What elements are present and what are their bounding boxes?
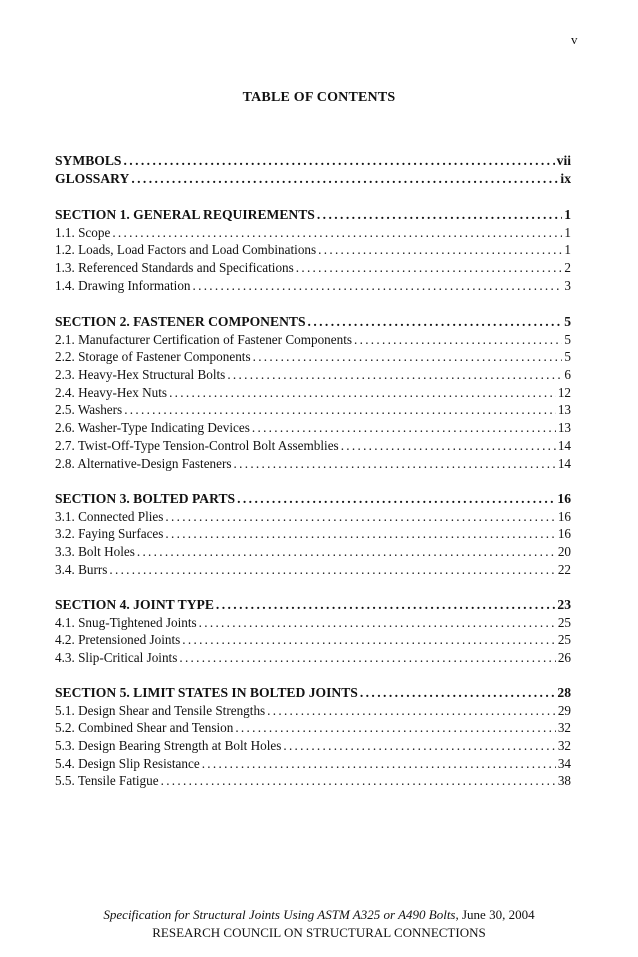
toc-entry-label: 1.3. Referenced Standards and Specifications bbox=[55, 260, 294, 276]
toc-entry-page: 22 bbox=[557, 561, 571, 577]
dot-leader bbox=[137, 543, 556, 561]
page-title: TABLE OF CONTENTS bbox=[242, 90, 396, 105]
toc-entry-label: 1.4. Drawing Information bbox=[55, 277, 191, 293]
toc-entry[interactable] bbox=[55, 348, 571, 366]
toc-entry[interactable] bbox=[55, 259, 571, 277]
toc-entry-label: 2.3. Heavy-Hex Structural Bolts bbox=[55, 367, 226, 383]
toc-entry-label: 3.1. Connected Plies bbox=[55, 508, 164, 524]
toc-entry[interactable] bbox=[55, 384, 571, 402]
dot-leader bbox=[202, 755, 556, 773]
toc-entry-label: 2.1. Manufacturer Certification of Fastener Components bbox=[55, 331, 353, 347]
dot-leader bbox=[227, 366, 562, 384]
toc-entry-label: 5.4. Design Slip Resistance bbox=[55, 755, 200, 771]
footer-document-title: Specification for Structural Joints Using ASTM A325 or A490 Bolts bbox=[103, 907, 456, 922]
toc-entry-page: 38 bbox=[557, 773, 571, 789]
toc-entry-label: 4.3. Slip-Critical Joints bbox=[55, 650, 178, 666]
toc-entry-label: 4.1. Snug-Tightened Joints bbox=[55, 614, 197, 630]
toc-group bbox=[55, 490, 571, 578]
toc-group bbox=[55, 596, 571, 667]
dot-leader bbox=[169, 384, 556, 402]
toc-entry[interactable] bbox=[55, 649, 571, 667]
dot-leader bbox=[237, 490, 555, 508]
toc-entry-page: 32 bbox=[557, 720, 571, 736]
toc-entry-page: 12 bbox=[557, 384, 571, 400]
dot-leader bbox=[253, 348, 563, 366]
toc-entry-page: 16 bbox=[557, 491, 571, 506]
toc-section-heading[interactable] bbox=[55, 170, 571, 188]
toc-entry[interactable] bbox=[55, 437, 571, 455]
footer-organization: RESEARCH COUNCIL ON STRUCTURAL CONNECTIONS bbox=[152, 925, 486, 940]
toc-entry-label: 2.7. Twist-Off-Type Tension-Control Bolt Assemblies bbox=[55, 437, 339, 453]
footer-citation bbox=[0, 907, 638, 923]
toc-entry-page: 13 bbox=[557, 402, 571, 418]
dot-leader bbox=[193, 277, 563, 295]
toc-group bbox=[55, 684, 571, 790]
toc-entry-label: SECTION 5. LIMIT STATES IN BOLTED JOINTS bbox=[55, 685, 358, 700]
toc-entry-label: 3.2. Faying Surfaces bbox=[55, 526, 164, 542]
toc-entry-label: 1.2. Loads, Load Factors and Load Combinations bbox=[55, 242, 317, 258]
toc-entry-page: 6 bbox=[564, 367, 571, 383]
toc-entry[interactable] bbox=[55, 561, 571, 579]
toc-entry-label: SECTION 4. JOINT TYPE bbox=[55, 597, 214, 612]
toc-entry-page: 5 bbox=[564, 331, 571, 347]
toc-entry[interactable] bbox=[55, 419, 571, 437]
dot-leader bbox=[283, 737, 555, 755]
toc-entry[interactable] bbox=[55, 401, 571, 419]
toc-entry[interactable] bbox=[55, 631, 571, 649]
toc-entry-page: 1 bbox=[564, 224, 571, 240]
toc-entry-page: 32 bbox=[557, 738, 571, 754]
toc-entry-label: 4.2. Pretensioned Joints bbox=[55, 632, 181, 648]
dot-leader bbox=[341, 437, 556, 455]
toc-entry-page: vii bbox=[556, 153, 571, 168]
toc-entry[interactable] bbox=[55, 755, 571, 773]
dot-leader bbox=[234, 455, 556, 473]
toc-entry-page: 29 bbox=[557, 702, 571, 718]
toc-entry-page: 3 bbox=[564, 277, 571, 293]
dot-leader bbox=[308, 313, 563, 331]
toc-entry-label: 2.5. Washers bbox=[55, 402, 123, 418]
dot-leader bbox=[317, 206, 562, 224]
toc-entry[interactable] bbox=[55, 737, 571, 755]
toc-entry-label: GLOSSARY bbox=[55, 170, 130, 186]
toc-entry[interactable] bbox=[55, 614, 571, 632]
toc-entry-label: 5.1. Design Shear and Tensile Strengths bbox=[55, 702, 266, 718]
toc-entry[interactable] bbox=[55, 525, 571, 543]
toc-entry-page: 25 bbox=[557, 632, 571, 648]
toc-entry-label: 5.3. Design Bearing Strength at Bolt Holes bbox=[55, 738, 282, 754]
page-number: v bbox=[571, 32, 578, 47]
toc-entry-page: 14 bbox=[557, 437, 571, 453]
toc-entry[interactable] bbox=[55, 241, 571, 259]
toc-entry-label: 1.1. Scope bbox=[55, 224, 111, 240]
toc-entry[interactable] bbox=[55, 543, 571, 561]
dot-leader bbox=[296, 259, 563, 277]
dot-leader bbox=[216, 596, 556, 614]
toc-group bbox=[55, 206, 571, 294]
toc-entry-page: 5 bbox=[564, 314, 571, 329]
dot-leader bbox=[165, 525, 555, 543]
toc-entry-page: 16 bbox=[557, 526, 571, 542]
toc-section-heading[interactable] bbox=[55, 313, 571, 331]
dot-leader bbox=[109, 561, 555, 579]
toc-entry-label: 2.2. Storage of Fastener Components bbox=[55, 349, 251, 365]
toc-entry-page: 23 bbox=[557, 597, 571, 612]
dot-leader bbox=[179, 649, 555, 667]
dot-leader bbox=[165, 508, 555, 526]
toc-group bbox=[55, 313, 571, 472]
toc-entry-page: 2 bbox=[564, 260, 571, 276]
dot-leader bbox=[161, 772, 556, 790]
dot-leader bbox=[112, 224, 562, 242]
toc-entry-page: 25 bbox=[557, 614, 571, 630]
toc-entry-label: 3.3. Bolt Holes bbox=[55, 544, 135, 560]
toc-section-heading[interactable] bbox=[55, 490, 571, 508]
dot-leader bbox=[252, 419, 556, 437]
toc-entry-label: 5.5. Tensile Fatigue bbox=[55, 773, 159, 789]
toc-entry-label: 2.6. Washer-Type Indicating Devices bbox=[55, 420, 250, 436]
toc-entry-label: SECTION 1. GENERAL REQUIREMENTS bbox=[55, 207, 315, 222]
toc-entry[interactable] bbox=[55, 277, 571, 295]
toc-section-heading[interactable] bbox=[55, 596, 571, 614]
toc-entry-page: 1 bbox=[564, 207, 571, 222]
toc-entry[interactable] bbox=[55, 455, 571, 473]
dot-leader bbox=[318, 241, 562, 259]
toc-entry-page: 16 bbox=[557, 508, 571, 524]
toc-entry[interactable] bbox=[55, 224, 571, 242]
toc-section-heading[interactable] bbox=[55, 152, 571, 170]
toc-entry[interactable] bbox=[55, 772, 571, 790]
toc-entry-page: 28 bbox=[557, 685, 571, 700]
toc-section-heading[interactable] bbox=[55, 206, 571, 224]
toc-entry[interactable] bbox=[55, 331, 571, 349]
toc-entry-page: 26 bbox=[557, 650, 571, 666]
toc-entry-page: 5 bbox=[564, 349, 571, 365]
toc-entry-label: 2.8. Alternative-Design Fasteners bbox=[55, 455, 232, 471]
dot-leader bbox=[267, 702, 556, 720]
dot-leader bbox=[182, 631, 556, 649]
toc-entry[interactable] bbox=[55, 508, 571, 526]
dot-leader bbox=[360, 684, 556, 702]
dot-leader bbox=[199, 614, 556, 632]
dot-leader bbox=[124, 401, 556, 419]
toc-entry[interactable] bbox=[55, 702, 571, 720]
toc-entry-label: 5.2. Combined Shear and Tension bbox=[55, 720, 234, 736]
toc-entry[interactable] bbox=[55, 719, 571, 737]
toc-entry-page: 14 bbox=[557, 455, 571, 471]
toc-entry-label: SECTION 2. FASTENER COMPONENTS bbox=[55, 314, 306, 329]
toc-entry-page: 20 bbox=[557, 544, 571, 560]
dot-leader bbox=[354, 331, 562, 349]
toc-entry-label: 3.4. Burrs bbox=[55, 561, 108, 577]
toc-entry-label: 2.4. Heavy-Hex Nuts bbox=[55, 384, 168, 400]
toc-section-heading[interactable] bbox=[55, 684, 571, 702]
dot-leader bbox=[131, 170, 558, 188]
toc-group bbox=[55, 152, 571, 187]
dot-leader bbox=[235, 719, 556, 737]
dot-leader bbox=[123, 152, 554, 170]
toc-entry-label: SYMBOLS bbox=[55, 153, 122, 168]
footer-date: , June 30, 2004 bbox=[455, 907, 535, 922]
toc-entry-label: SECTION 3. BOLTED PARTS bbox=[55, 491, 236, 506]
toc-entry-page: 34 bbox=[557, 755, 571, 771]
toc-entry-page: 1 bbox=[564, 242, 571, 258]
toc-entry[interactable] bbox=[55, 366, 571, 384]
toc-entry-page: 13 bbox=[557, 420, 571, 436]
toc-entry-page: ix bbox=[560, 170, 571, 186]
